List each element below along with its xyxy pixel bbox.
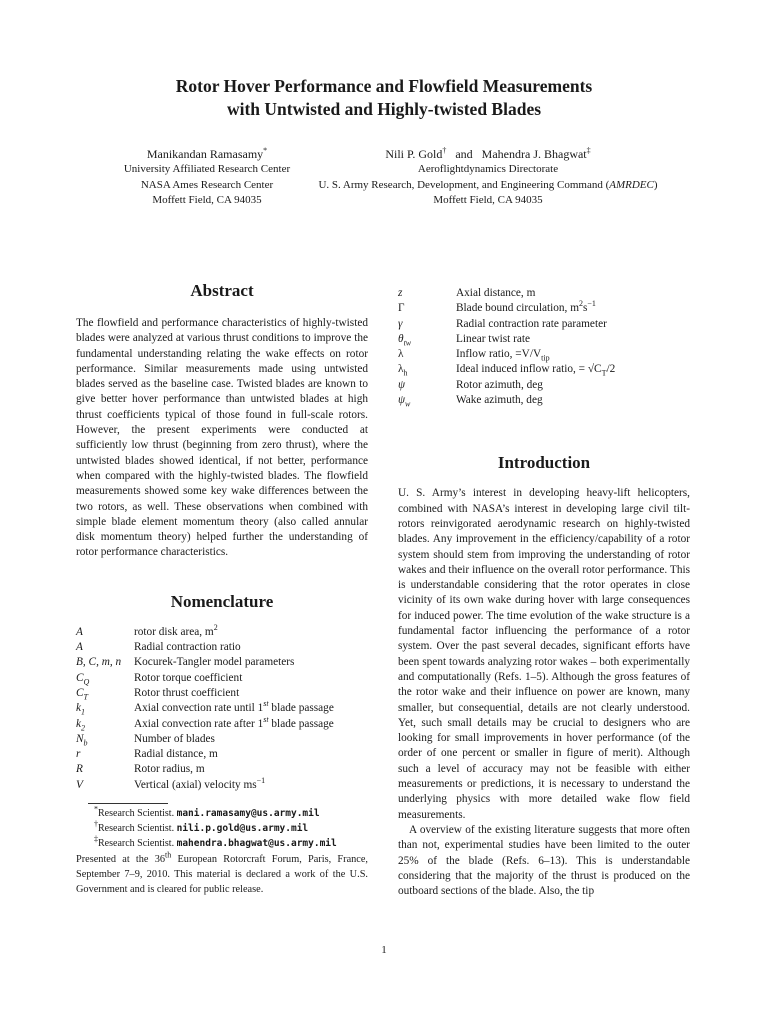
introduction-paragraph-2: A overview of the existing literature suggests that more often than not, experimental studies have been limited to the outer 25% of the blade (Refs. 6–13). This is understandable considering that the majority of the thrust is produced on the outboard sections of the blade. Also, the tip bbox=[398, 823, 690, 898]
nomenclature-table-right bbox=[398, 286, 690, 408]
presented-note: Presented at the 36th European Rotorcraft Forum, Paris, France, September 7–9, 2010. This material is declared a work of the U.S. Government and is cleared for public release. bbox=[76, 850, 369, 896]
nomenclature-heading: Nomenclature bbox=[170, 591, 274, 611]
nomenclature-row: A Radial contraction ratio bbox=[76, 641, 241, 654]
author-name: Manikandan Ramasamy* bbox=[146, 146, 268, 161]
footnote-2: †Research Scientist. nili.p.gold@us.army.mil bbox=[94, 819, 309, 835]
author-names: Nili P. Gold† and Mahendra J. Bhagwat‡ bbox=[385, 146, 591, 161]
nomenclature-row: Γ Blade bound circulation, $m^2s^{-1}$ bbox=[398, 299, 596, 315]
nomenclature-row: $C_T$ Rotor thrust coefficient bbox=[76, 686, 240, 702]
footnote-email[interactable]: nili.p.gold@us.army.mil bbox=[176, 823, 309, 835]
nomenclature-row: λ Inflow ratio, $=V/V_{tip}$ bbox=[398, 348, 550, 363]
nomenclature-row: ψ Rotor azimuth, deg bbox=[398, 378, 543, 391]
nomenclature-row: $N_b$ Number of blades bbox=[76, 732, 215, 748]
nomenclature-row: R Rotor radius, m bbox=[76, 763, 205, 776]
author-affiliation-3: Moffett Field, CA 94035 bbox=[433, 194, 543, 206]
footnote-email[interactable]: mani.ramasamy@us.army.mil bbox=[176, 808, 320, 820]
page-number: 1 bbox=[381, 944, 387, 956]
abstract-text: The flowfield and performance characteristics of highly-twisted blades were analyzed at various thrust conditions to improve the fundamental understanding relating the wake effects on rotor performance. Similar measurements made using untwisted blades served as the baseline case. Twisted blades are known to give better hover performance than untwisted blades at high thrust coefficients typical of those found in full-scale rotors. However, the present experiments were conducted at sufficiently low thrust (beginning from zero thrust), where the untwisted blades showed identical, if not better, performance when compared with the highly-twisted blades. The flowfield measurements showed some key wake differences between the two rotors, as well. These observations when combined with simple blade element momentum theory (also called annular disk momentum theory) helped further the understanding of rotor performance characteristics. bbox=[76, 317, 368, 559]
author-block-right bbox=[300, 146, 676, 209]
author-affiliation-1: University Affiliated Research Center bbox=[123, 163, 291, 175]
nomenclature-table-left bbox=[76, 622, 368, 793]
footnote-3: ‡Research Scientist. mahendra.bhagwat@us.army.mil bbox=[94, 834, 337, 850]
abstract-heading: Abstract bbox=[190, 281, 254, 300]
title-line-2: with Untwisted and Highly-twisted Blades bbox=[226, 99, 542, 119]
nomenclature-row: $k_1$ Axial convection rate until 1st blade passage bbox=[76, 699, 334, 717]
author-affiliation-2: NASA Ames Research Center bbox=[140, 178, 274, 191]
nomenclature-row: r Radial distance, m bbox=[76, 748, 218, 761]
nomenclature-row: $C_Q$ Rotor torque coefficient bbox=[76, 671, 243, 686]
introduction-heading: Introduction bbox=[497, 453, 591, 473]
title-line-1: Rotor Hover Performance and Flowfield Measurements bbox=[175, 76, 593, 96]
nomenclature-row: $\psi_w$ Wake azimuth, deg bbox=[398, 394, 543, 409]
paper-title bbox=[0, 75, 768, 121]
author-block-left bbox=[92, 146, 322, 209]
right-column bbox=[398, 286, 690, 899]
nomenclature-row: B, C, m, n Kocurek-Tangler model parameters bbox=[76, 656, 295, 669]
nomenclature-row: $\theta_{tw}$ Linear twist rate bbox=[398, 332, 531, 348]
nomenclature-row: $k_2$ Axial convection rate after 1st blade passage bbox=[76, 714, 334, 732]
footnote-1: *Research Scientist. mani.ramasamy@us.army.mil bbox=[94, 804, 320, 820]
nomenclature-row: $\lambda_h$ Ideal induced inflow ratio, = $√C_T/2$ bbox=[398, 363, 616, 378]
footnote-rule bbox=[88, 803, 168, 804]
author-affiliation-1: Aeroflightdynamics Directorate bbox=[417, 163, 559, 175]
author-affiliation-3: Moffett Field, CA 94035 bbox=[152, 194, 262, 206]
nomenclature-row: A rotor disk area, $m^2$ bbox=[76, 622, 218, 638]
left-column bbox=[76, 280, 368, 897]
footnotes bbox=[76, 806, 368, 851]
nomenclature-row: z Axial distance, m bbox=[398, 287, 536, 299]
nomenclature-row: γ Radial contraction rate parameter bbox=[398, 317, 607, 330]
footnote-email[interactable]: mahendra.bhagwat@us.army.mil bbox=[176, 838, 337, 850]
author-affiliation-2: U. S. Army Research, Development, and Engineering Command (AMRDEC) bbox=[318, 178, 658, 191]
introduction-paragraph-1: U. S. Army’s interest in developing heavy-lift helicopters, combined with NASA’s interest in developing large civil tilt-rotors reinvigorated aerodynamic research on highly-twisted blades. Any improvement in the efficiency/capability of a rotor system should stem from improving the understanding of rotor wakes and their influence on the overall rotor performance. This is understandable considering that the rotor operates in close vicinity of its own wake during hover with large consequences for induced power. The time evolution of the wake structure is a fundamental factor influencing the performance of a rotor system. Over the past several decades, significant efforts have been spent towards analyzing rotor wakes – both experimentally and computationally (Refs. 1–5). Although the gross features of the rotor wake and their influence on power are known, many smaller, but consequential, details are not clearly understood. Yet, such small details may be crucial to designers who are looking for small improvements in hover performance (of the order of one percent or smaller in figure of merit). Although such a level of accuracy may not be feasible with either measurements or predictions, it is necessary to understand the underlying physics with more detailed wake flow field measurements. bbox=[398, 487, 690, 821]
nomenclature-row: V Vertical (axial) velocity $ms^{-1}$ bbox=[76, 775, 266, 791]
